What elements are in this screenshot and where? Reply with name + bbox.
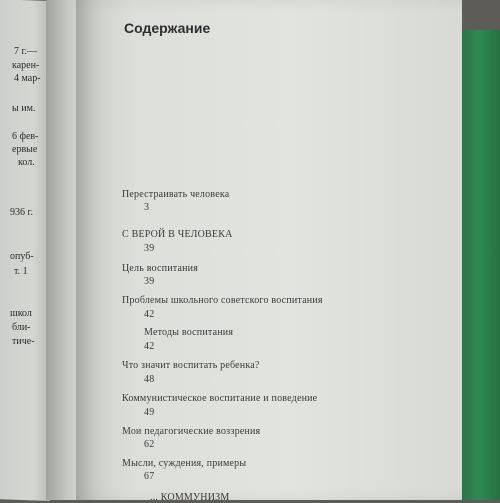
contents-entry-page: 42 xyxy=(144,309,155,320)
contents-entry-page: 3 xyxy=(144,202,150,213)
contents-entry-title: Перестраивать человека xyxy=(122,189,230,200)
left-fragment: 936 г. xyxy=(10,207,33,218)
page-title: Содержание xyxy=(124,20,211,36)
contents-entry-title: Мысли, суждения, примеры xyxy=(122,458,247,469)
contents-entry-title: ... КОММУНИЗМ xyxy=(150,492,230,503)
left-fragment: 4 мар- xyxy=(14,73,41,84)
left-fragment: ервые xyxy=(12,144,38,155)
contents-entry-page: 48 xyxy=(144,374,155,385)
left-fragment: бли- xyxy=(12,322,31,333)
left-fragment: кол. xyxy=(18,157,35,168)
left-fragment: т. 1 xyxy=(14,266,28,277)
left-fragment: ы им. xyxy=(12,103,36,114)
left-fragment: 7 г.— xyxy=(14,46,37,57)
contents-entry-title: Цель воспитания xyxy=(122,263,198,274)
contents-entry-title: Коммунистическое воспитание и поведение xyxy=(122,393,318,404)
book-cover-edge xyxy=(458,30,500,500)
left-fragment: тиче- xyxy=(12,336,35,347)
left-fragment: карен- xyxy=(12,60,40,71)
contents-entry-title: Что значит воспитать ребенка? xyxy=(122,360,260,371)
left-fragment: опуб- xyxy=(10,251,34,262)
contents-entry-page: 39 xyxy=(144,243,155,254)
contents-entry-page: 62 xyxy=(144,439,155,450)
left-fragment: 6 фев- xyxy=(12,131,39,142)
contents-entry-title: С ВЕРОЙ В ЧЕЛОВЕКА xyxy=(122,229,233,240)
contents-entry-page: 49 xyxy=(144,407,155,418)
contents-entry-title: Проблемы школьного советского воспитания xyxy=(122,295,323,306)
contents-entry-page: 67 xyxy=(144,471,155,482)
contents-entry-title: Мои педагогические воззрения xyxy=(122,426,261,437)
contents-page xyxy=(76,0,462,500)
contents-entry-page: 42 xyxy=(144,341,155,352)
contents-entry-page: 39 xyxy=(144,276,155,287)
contents-entry-title: Методы воспитания xyxy=(144,327,234,338)
left-fragment: школ xyxy=(10,308,32,319)
